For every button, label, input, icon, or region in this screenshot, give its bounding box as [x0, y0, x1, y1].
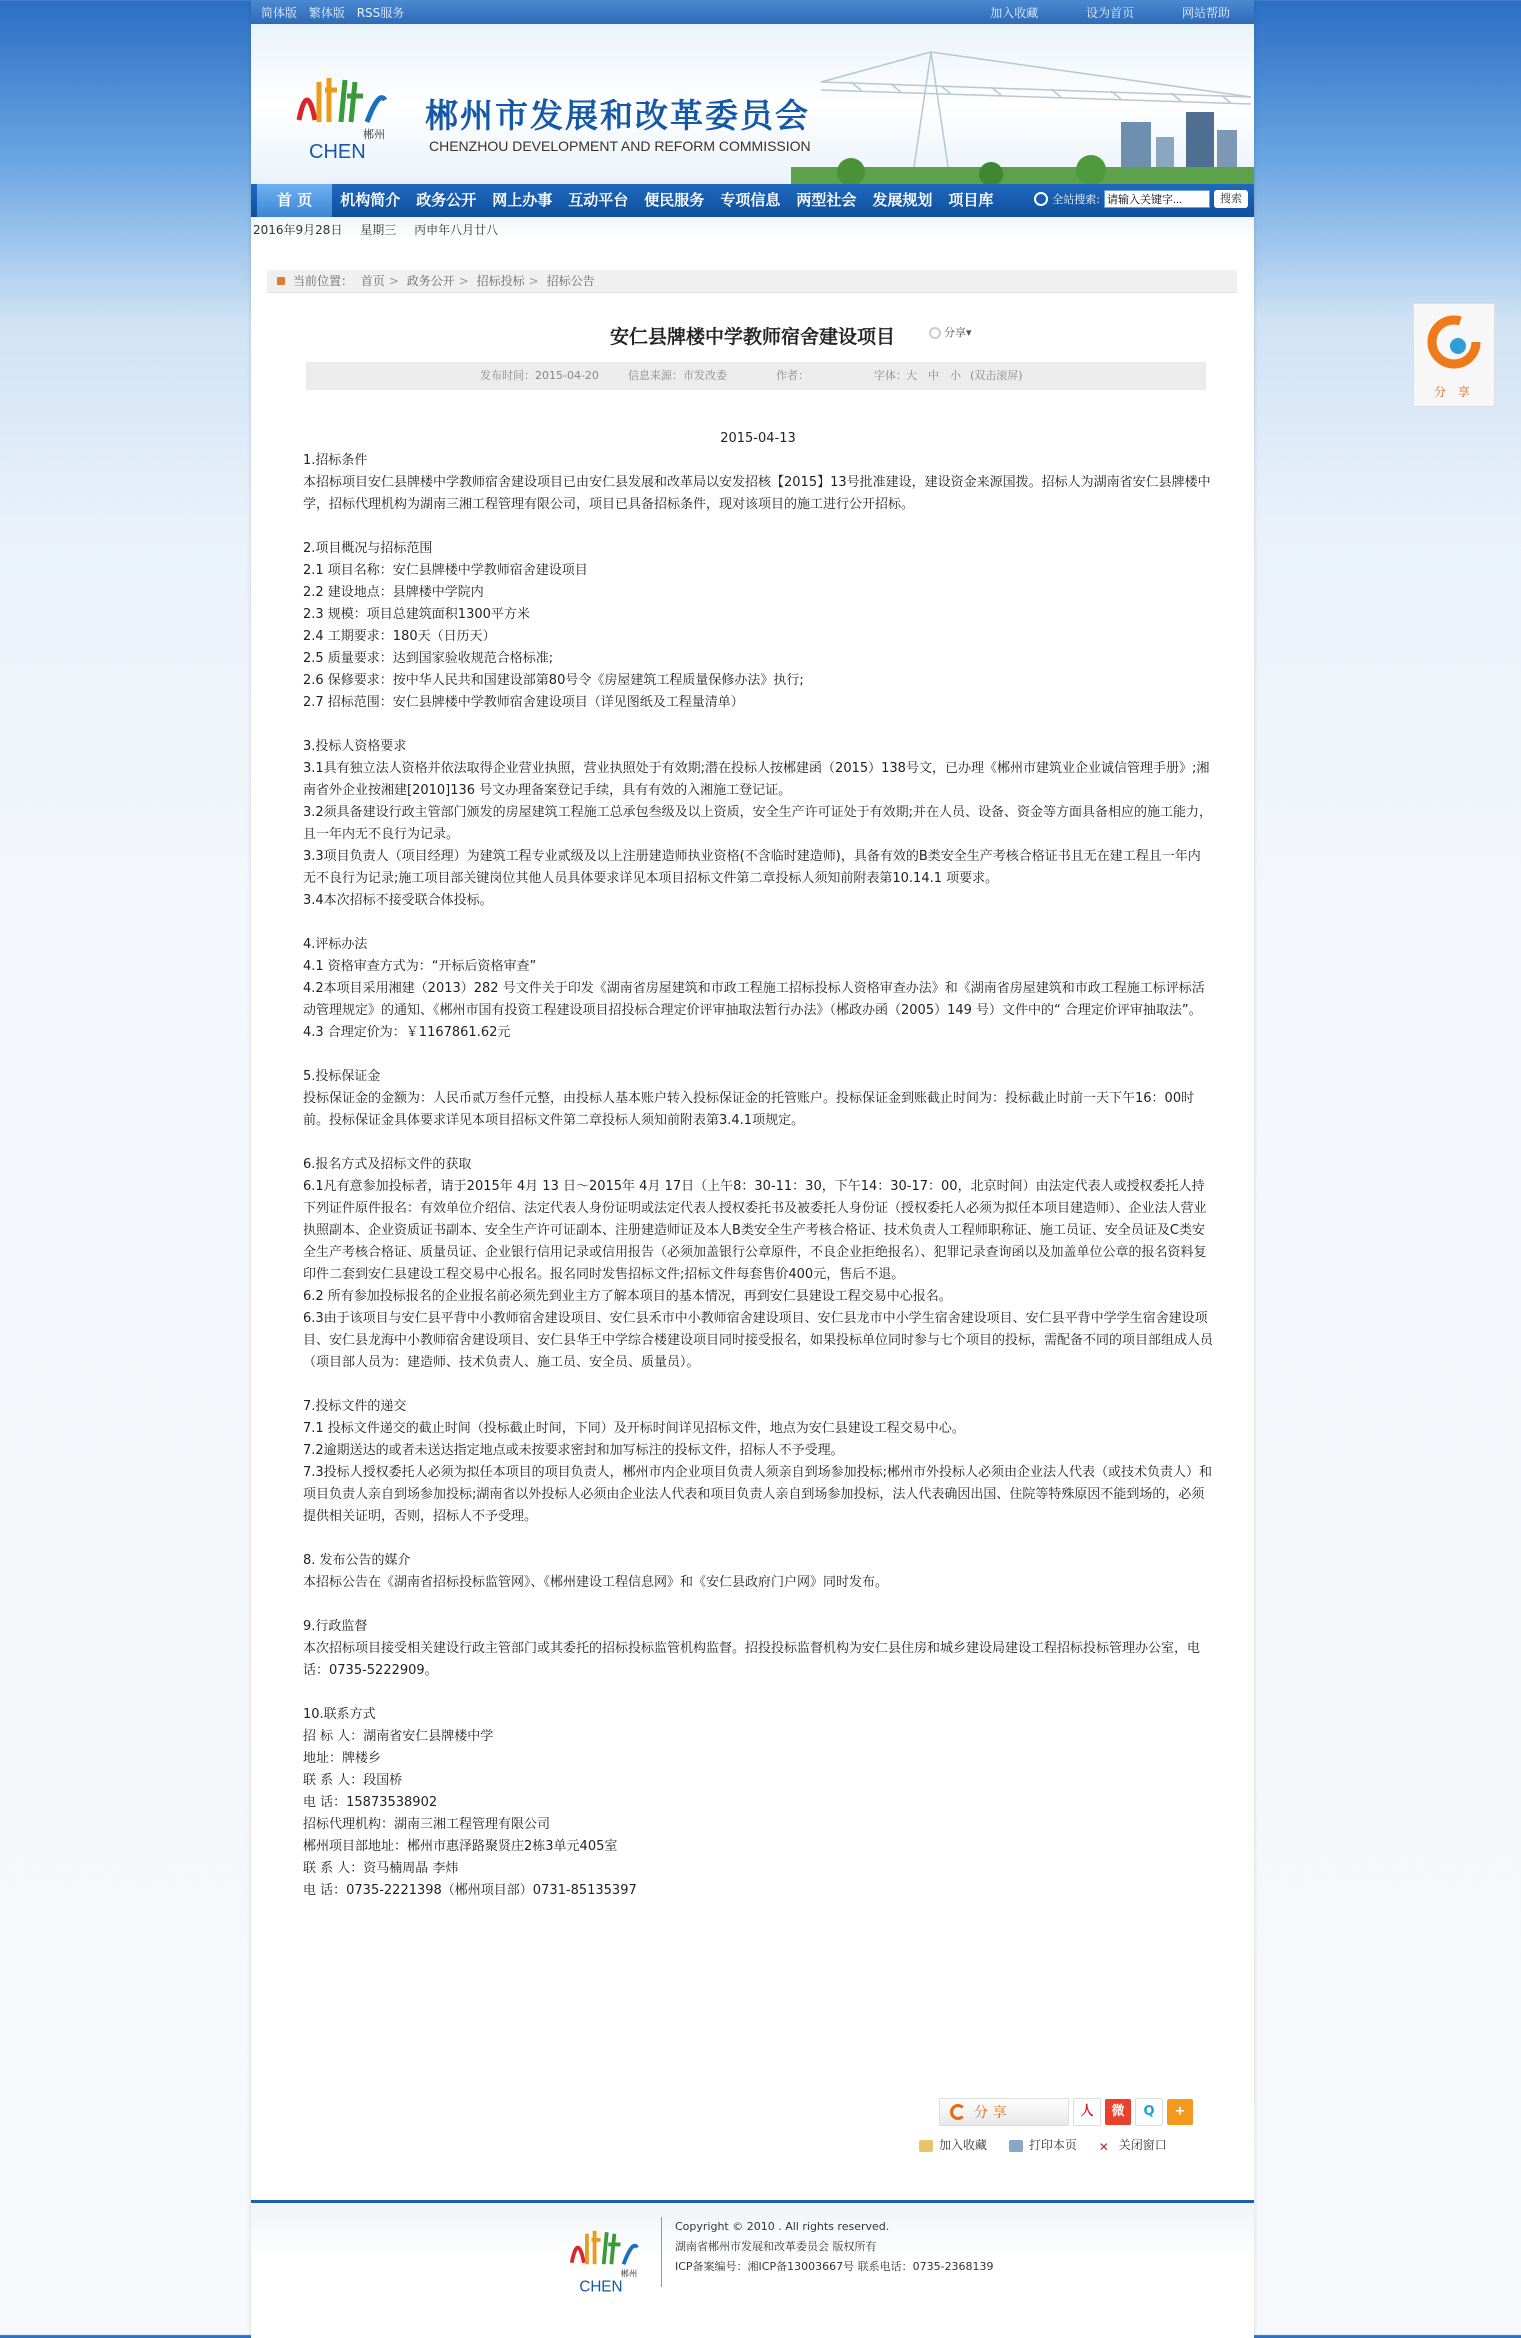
main-navigation: [251, 184, 1254, 217]
article-paragraph: 6.2 所有参加投标报名的企业报名前必须先到业主方了解本项目的基本情况，再到安仁县建设工程交易中心报名。: [303, 1289, 952, 1304]
article-paragraph: 2.1 项目名称：安仁县牌楼中学教师宿舍建设项目: [303, 563, 588, 578]
article-paragraph: 电 话：15873538902: [303, 1795, 438, 1810]
article-paragraph: 本招标项目安仁县牌楼中学教师宿舍建设项目已由安仁县发展和改革局以安发招核【2015】13号批准建设，建设资金来源国拨。招标人为湖南省安仁县牌楼中学，招标代理机构为湖南三湘工程管理有限公司，项目已具备招标条件，现对该项目的施工进行公开招标。: [303, 475, 1211, 512]
article-paragraph: 4.3 合理定价为：￥1167861.62元: [303, 1025, 511, 1040]
footer: [251, 2200, 1254, 2338]
rss-link[interactable]: RSS服务: [356, 6, 405, 20]
printer-icon: [1009, 2140, 1023, 2152]
nav-public-service[interactable]: 便民服务: [644, 191, 705, 209]
search-label: 全站搜索:: [1052, 193, 1100, 206]
article-paragraph: 10.联系方式: [303, 1707, 376, 1722]
crane-skyline-illustration: [791, 42, 1254, 184]
author: 作者：: [776, 369, 809, 382]
paragraph-gap: [303, 1682, 1213, 1704]
article-paragraph: 3.4本次招标不接受联合体投标。: [303, 893, 493, 908]
share-icon: [929, 327, 941, 339]
breadcrumb: 当前位置： 首页 > 政务公开 > 招标投标 > 招标公告: [267, 270, 1237, 293]
paragraph-gap: [303, 1594, 1213, 1616]
article-paragraph: 6.1凡有意参加投标者，请于2015年 4月 13 日～2015年 4月 17日（上午8：30-11：30，下午14：30-17：00，北京时间）由法定代表人或授权委托人持下列证件原件报名：有效单位介绍信、法定代表人身份证明或法定代表人授权委托书及被委托人身份证（授权委托人必须为拟任本项目建造师）、企业法人营业执照副本、企业资质证书副本、安全生产许可证副本、注册建造师证及本人B类安全生产考核合格证、技术负责人工程师职称证、施工员证、安全员证及C类安全生产考核合格证、质量员证、企业银行信用记录或信用报告（必须加盖银行公章原件，不良企业拒绝报名）、犯罪记录查询函以及加盖单位公章的报名资料复印件二套到安仁县建设工程交易中心报名。报名同时发售招标文件;招标文件每套售价400元，售后不退。: [303, 1179, 1207, 1282]
article-paragraph: 本招标公告在《湖南省招标投标监管网》、《郴州建设工程信息网》和《安仁县政府门户网》同时发布。: [303, 1575, 889, 1590]
weibo-icon[interactable]: 微: [1105, 2099, 1131, 2125]
article-paragraph: 2.7 招标范围：安仁县牌楼中学教师宿舍建设项目（详见图纸及工程量清单）: [303, 695, 744, 710]
article-paragraph: 地址：牌楼乡: [303, 1751, 382, 1766]
share-logo-icon: [950, 2104, 966, 2120]
header-banner: [251, 24, 1254, 184]
font-size-big[interactable]: 大: [906, 369, 917, 382]
paragraph-gap: [303, 1374, 1213, 1396]
paragraph-gap: [303, 1044, 1213, 1066]
nav-about[interactable]: 机构简介: [340, 191, 401, 209]
site-search: [1034, 190, 1248, 208]
site-help-link[interactable]: 网站帮助: [1181, 6, 1230, 20]
article-paragraph: 5.投标保证金: [303, 1069, 381, 1084]
footer-logo-icon: [561, 2217, 651, 2297]
article-paragraph: 2.项目概况与招标范围: [303, 541, 433, 556]
page-container: [251, 0, 1254, 2335]
set-homepage-link[interactable]: 设为首页: [1086, 6, 1135, 20]
footer-owner: 湖南省郴州市发展和改革委员会 版权所有: [675, 2240, 877, 2253]
article-paragraph: 招 标 人：湖南省安仁县牌楼中学: [303, 1729, 494, 1744]
site-logo-icon[interactable]: [289, 60, 399, 165]
floating-share-label: 分 享: [1434, 385, 1474, 399]
floating-share-button[interactable]: [1413, 303, 1495, 407]
article-body: [303, 428, 1213, 1902]
article-paragraph: 3.3项目负责人（项目经理）为建筑工程专业贰级及以上注册建造师执业资格(不含临时建造师)，具备有效的B类安全生产考核合格证书且无在建工程且一年内无不良行为记录;施工项目部关键岗位其他人员具体要求详见本项目招标文件第二章投标人须知前附表第10.14.1 项要求。: [303, 849, 1201, 886]
star-icon: [919, 2140, 933, 2152]
article-paragraph: 6.3由于该项目与安仁县平背中小教师宿舍建设项目、安仁县禾市中小教师宿舍建设项目、安仁县龙市中小学生宿舍建设项目、安仁县平背中学学生宿舍建设项目、安仁县龙海中小教师宿舍建设项目、安仁县华王中学综合楼建设项目同时接受报名，如果投标单位同时参与七个项目的投标，需配备不同的项目部组成人员（项目部人员为：建造师、技术负责人、施工员、安全员、质量员）。: [303, 1311, 1214, 1370]
article-paragraph: 招标代理机构：湖南三湘工程管理有限公司: [303, 1817, 551, 1832]
add-favorite-action[interactable]: 加入收藏: [919, 2138, 987, 2152]
article-paragraph: 8. 发布公告的媒介: [303, 1553, 411, 1568]
nav-interaction[interactable]: 互动平台: [568, 191, 629, 209]
footer-divider: [661, 2217, 662, 2287]
breadcrumb-home[interactable]: 首页: [360, 274, 385, 288]
renren-icon[interactable]: 人: [1073, 2098, 1101, 2126]
chevron-down-icon: ▾: [966, 326, 972, 339]
article-paragraph: 4.2本项目采用湘建（2013）282 号文件关于印发《湖南省房屋建筑和市政工程施工招标投标人资格审查办法》和《湖南省房屋建筑和市政工程施工标评标活动管理规定》的通知、《郴州市国有投资工程建设项目招投标合理定价评审抽取法暂行办法》（郴政办函（2005）149 号）文件中的“ 合理定价评审抽取法”。: [303, 981, 1205, 1018]
article-title: 安仁县牌楼中学教师宿舍建设项目: [609, 326, 895, 348]
svg-text:郴州: 郴州: [620, 2268, 638, 2279]
share-bar: [939, 2098, 1205, 2126]
breadcrumb-gov-affairs[interactable]: 政务公开: [406, 274, 455, 288]
article-paragraph: 3.2须具备建设行政主管部门颁发的房屋建筑工程施工总承包叁级及以上资质，安全生产许可证处于有效期;并在人员、设备、资金等方面具备相应的施工能力，且一年内无不良行为记录。: [303, 805, 1213, 842]
article-paragraph: 4.评标办法: [303, 937, 368, 952]
article-paragraph: 3.1具有独立法人资格并依法取得企业营业执照，营业执照处于有效期;潜在投标人按郴建函（2015）138号文，已办理《郴州市建筑业企业诚信管理手册》;湘南省外企业按湘建[2010]136 号文办理备案登记手续，具有有效的入湘施工登记证。: [303, 761, 1210, 798]
svg-text:CHEN: CHEN: [309, 141, 366, 163]
share-logo-icon: [1424, 312, 1484, 372]
article-paragraph: 7.3投标人授权委托人必须为拟任本项目的项目负责人，郴州市内企业项目负责人须亲自到场参加投标;郴州市外投标人必须由企业法人代表（或技术负责人）和项目负责人亲自到场参加投标;湖南省以外投标人必须由企业法人代表和项目负责人亲自到场参加投标，法人代表确因出国、住院等特殊原因不能到场的，必须提供相关证明，否则，招标人不予受理。: [303, 1465, 1213, 1524]
site-subtitle: CHENZHOU DEVELOPMENT AND REFORM COMMISSION: [429, 138, 811, 154]
article-paragraph: 7.1 投标文件递交的截止时间（投标截止时间，下同）及开标时间详见招标文件，地点为安仁县建设工程交易中心。: [303, 1421, 965, 1436]
article-paragraph: 联 系 人：段国桥: [303, 1773, 403, 1788]
article-paragraph: 2.2 建设地点：县牌楼中学院内: [303, 585, 484, 600]
font-size-medium[interactable]: 中: [928, 369, 939, 382]
breadcrumb-label: 当前位置：: [293, 274, 354, 288]
article-paragraph: 7.2逾期送达的或者未送达指定地点或未按要求密封和加写标注的投标文件，招标人不予受理。: [303, 1443, 844, 1458]
info-source: 信息来源：市发改委: [628, 369, 727, 382]
footer-copyright: Copyright © 2010 . All rights reserved.: [675, 2220, 890, 2233]
search-button[interactable]: 搜索: [1214, 190, 1248, 208]
breadcrumb-bidding[interactable]: 招标投标: [476, 274, 525, 288]
site-title: 郴州市发展和改革委员会: [425, 96, 810, 135]
publish-time: 发布时间：2015-04-20: [480, 369, 599, 382]
current-weekday: 星期三: [360, 223, 397, 237]
paragraph-gap: [303, 714, 1213, 736]
page-actions: [919, 2136, 1185, 2153]
nav-home[interactable]: 首 页: [257, 184, 332, 217]
article-paragraph: 7.投标文件的递交: [303, 1399, 407, 1414]
article-paragraph: 1.招标条件: [303, 453, 368, 468]
current-date: 2016年9月28日: [253, 223, 343, 237]
article-paragraph: 2.5 质量要求：达到国家验收规范合格标准;: [303, 651, 554, 666]
search-icon: [1034, 192, 1048, 206]
article-paragraph: 电 话：0735-2221398（郴州项目部）0731-85135397: [303, 1883, 637, 1898]
nav-gov-affairs[interactable]: 政务公开: [416, 191, 477, 209]
font-size-small[interactable]: 小: [950, 369, 961, 382]
font-size-label: 字体：: [874, 369, 907, 382]
search-input[interactable]: [1104, 190, 1210, 208]
nav-special-info[interactable]: 专项信息: [720, 191, 781, 209]
article-paragraph: 本次招标项目接受相关建设行政主管部门或其委托的招标投标监管机构监督。招投投标监督机构为安仁县住房和城乡建设局建设工程招标投标管理办公室，电话：0735-5222909。: [303, 1641, 1201, 1678]
close-window-action[interactable]: ✕ 关闭窗口: [1098, 2138, 1167, 2154]
lunar-date: 丙申年八月廿八: [414, 223, 499, 237]
article-paragraph: 投标保证金的金额为：人民币贰万叁仟元整，由投标人基本账户转入投标保证金的托管账户。投标保证金到账截止时间为：投标截止时前一天下午16：00时前。投标保证金具体要求详见本项目招标文件第二章投标人须知前附表第3.4.1项规定。: [303, 1091, 1195, 1128]
simplified-link[interactable]: 简体版: [261, 6, 298, 20]
share-button[interactable]: 分 享: [939, 2098, 1069, 2126]
qzone-icon[interactable]: Q: [1135, 2098, 1163, 2126]
traditional-link[interactable]: 繁体版: [308, 6, 345, 20]
paragraph-gap: [303, 1528, 1213, 1550]
footer-text: [675, 2217, 994, 2277]
article-paragraph: 2.6 保修要求：按中华人民共和国建设部第80号令《房屋建筑工程质量保修办法》执行;: [303, 673, 804, 688]
article-paragraph: 郴州项目部地址：郴州市惠泽路聚贤庄2栋3单元405室: [303, 1839, 618, 1854]
nav-online-service[interactable]: 网上办事: [492, 191, 553, 209]
paragraph-gap: [303, 912, 1213, 934]
more-share-icon[interactable]: +: [1167, 2099, 1193, 2125]
article-paragraph: 3.投标人资格要求: [303, 739, 407, 754]
top-utility-bar: [251, 0, 1254, 24]
location-icon: [277, 277, 285, 285]
article-date: 2015-04-13: [720, 431, 796, 446]
print-action[interactable]: 打印本页: [1009, 2138, 1077, 2152]
nav-planning[interactable]: 发展规划: [872, 191, 933, 209]
paragraph-gap: [303, 1132, 1213, 1154]
svg-text:CHEN: CHEN: [579, 2278, 623, 2296]
scroll-hint: (双击滚屏): [970, 369, 1023, 382]
article-paragraph: 4.1 资格审查方式为：“开标后资格审查”: [303, 959, 537, 974]
article-paragraph: 2.3 规模：项目总建筑面积1300平方米: [303, 607, 530, 622]
article-paragraph: 9.行政监督: [303, 1619, 368, 1634]
add-favorite-link[interactable]: 加入收藏: [990, 6, 1039, 20]
share-mini-button[interactable]: 分享▾: [929, 324, 972, 340]
nav-two-type-society[interactable]: 两型社会: [796, 191, 857, 209]
breadcrumb-bid-notice[interactable]: 招标公告: [546, 274, 595, 288]
article-meta: [306, 362, 1206, 390]
close-icon: ✕: [1098, 2139, 1109, 2154]
article-paragraph: 联 系 人：资马楠周晶 李炜: [303, 1861, 459, 1876]
article-paragraph: 2.4 工期要求：180天（日历天）: [303, 629, 496, 644]
footer-icp: ICP备案编号：湘ICP备13003667号 联系电话：0735-2368139: [675, 2260, 994, 2273]
article-paragraph: 6.报名方式及招标文件的获取: [303, 1157, 472, 1172]
nav-project-library[interactable]: 项目库: [948, 191, 994, 209]
svg-text:郴州: 郴州: [363, 128, 385, 141]
date-bar: [251, 217, 1254, 243]
paragraph-gap: [303, 516, 1213, 538]
